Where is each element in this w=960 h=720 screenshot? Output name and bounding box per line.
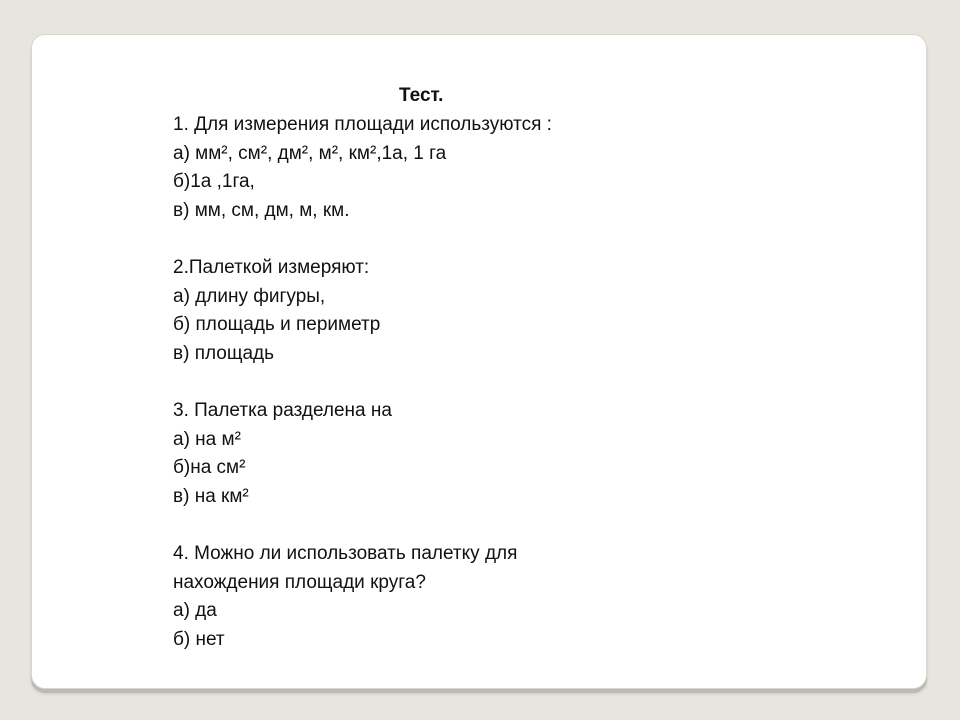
question-3-option-a: а) на м² (173, 429, 241, 450)
question-1: 1. Для измерения площади используются : (173, 114, 552, 135)
slide-title: Тест. (399, 85, 444, 106)
question-3: 3. Палетка разделена на (173, 400, 392, 421)
question-4-line-1: 4. Можно ли использовать палетку для (173, 543, 518, 564)
question-2-option-b: б) площадь и периметр (173, 314, 381, 335)
question-3-option-c: в) на км² (173, 486, 249, 507)
question-2-option-c: в) площадь (173, 343, 275, 364)
question-2-option-a: а) длину фигуры, (173, 286, 326, 307)
question-1-option-a: а) мм², см², дм², м², км²,1а, 1 га (173, 143, 447, 164)
question-3-option-b: б)на см² (173, 457, 246, 478)
question-2: 2.Палеткой измеряют: (173, 257, 370, 278)
question-4-line-2: нахождения площади круга? (173, 572, 426, 593)
question-4-option-a: а) да (173, 600, 217, 621)
question-4-option-b: б) нет (173, 629, 225, 650)
question-1-option-c: в) мм, см, дм, м, км. (173, 200, 350, 221)
question-1-option-b: б)1а ,1га, (173, 171, 255, 192)
